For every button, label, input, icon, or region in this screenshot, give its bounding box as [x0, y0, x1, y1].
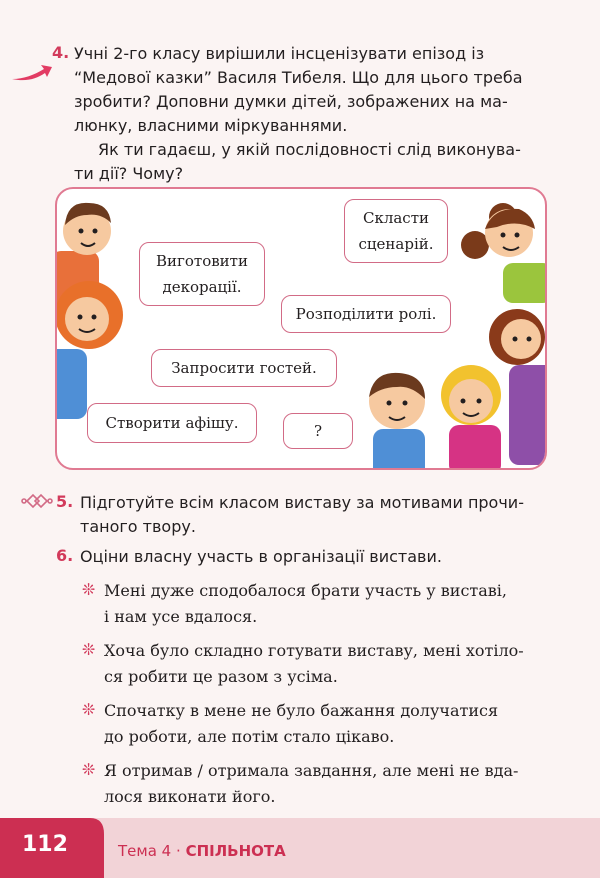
task-4-question-line-2: ти дії? Чому? [74, 164, 184, 183]
topic-label: Тема 4 [118, 842, 172, 860]
option-1-line-1: Мені дуже сподобалося брати участь у виставі, [104, 581, 507, 600]
option-2-line-2: ся робити це разом з усіма. [104, 667, 338, 686]
topic-separator: · [176, 842, 181, 860]
group-work-icon [20, 490, 54, 512]
bubble-question-text: ? [313, 422, 323, 440]
bubble-poster-text: Створити афішу. [105, 414, 239, 432]
task-4-question-line-1: Як ти гадаєш, у якій послідовності слід виконува- [98, 140, 521, 159]
task-5-number: 5. [56, 492, 74, 511]
arrow-marker-icon [10, 63, 54, 85]
bubble-question [283, 413, 353, 449]
bubble-guests [151, 349, 337, 387]
option-4-line-2: лося виконати його. [104, 787, 276, 806]
bubble-decorations-line-1: Виготовити [156, 252, 248, 270]
bullet-icon: ❊ [82, 640, 96, 659]
bullet-icon: ❊ [82, 700, 96, 719]
bubble-script [344, 199, 448, 263]
option-3-line-1: Спочатку в мене не було бажання долучатися [104, 701, 499, 720]
bubble-script-line-2: сценарій. [358, 235, 434, 253]
bubble-roles-text: Розподілити ролі. [295, 305, 437, 323]
illustration-panel [55, 187, 547, 470]
bullet-icon: ❊ [82, 580, 96, 599]
footer-band [0, 818, 600, 878]
bubble-decorations-line-2: декорації. [162, 278, 242, 296]
task-4-line-4: люнку, власними міркуваннями. [74, 116, 348, 135]
topic-name: СПІЛЬНОТА [185, 842, 286, 860]
page-number: 112 [22, 832, 68, 857]
task-6-number: 6. [56, 546, 74, 565]
task-4-number: 4. [52, 43, 70, 62]
bubble-guests-text: Запросити гостей. [171, 359, 317, 377]
option-4-line-1: Я отримав / отримала завдання, але мені не вда- [104, 761, 519, 780]
option-1-line-2: і нам усе вдалося. [104, 607, 258, 626]
topic-label-group [118, 842, 286, 860]
bubble-script-line-1: Скласти [362, 209, 430, 227]
task-4-line-3: зробити? Доповни думки дітей, зображених на ма- [74, 92, 508, 111]
option-2-line-1: Хоча було складно готувати виставу, мені хотіло- [104, 641, 524, 660]
option-3-line-2: до роботи, але потім стало цікаво. [104, 727, 395, 746]
task-6-title: Оціни власну участь в організації вистави. [80, 547, 442, 566]
bubble-poster [87, 403, 257, 443]
task-4-line-1: Учні 2-го класу вирішили інсценізувати епізод із [74, 44, 485, 63]
bubble-decorations [139, 242, 265, 306]
task-5-line-1: Підготуйте всім класом виставу за мотивами прочи- [80, 493, 524, 512]
page-footer [0, 818, 600, 878]
task-5-line-2: таного твору. [80, 517, 196, 536]
task-4-line-2: “Медової казки” Василя Тибеля. Що для цього треба [74, 68, 523, 87]
bubble-roles [281, 295, 451, 333]
bullet-icon: ❊ [82, 760, 96, 779]
